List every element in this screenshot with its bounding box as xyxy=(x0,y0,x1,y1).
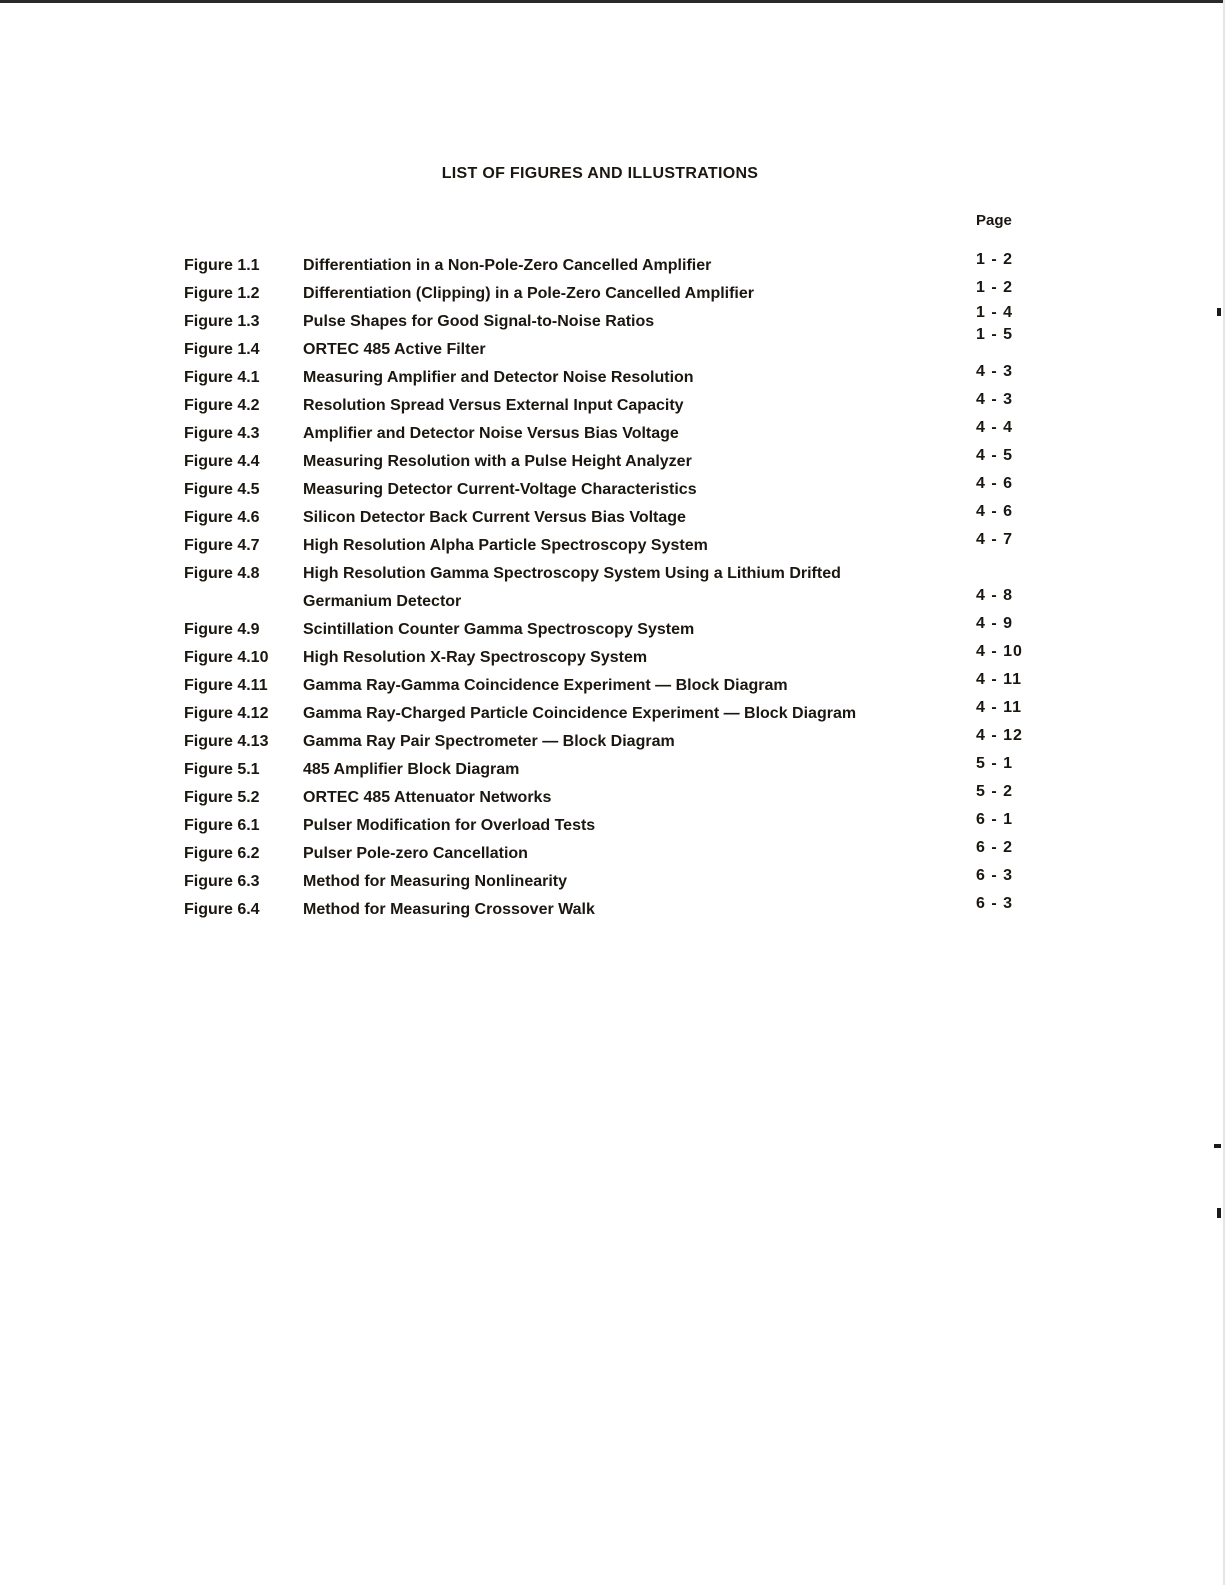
figure-page-number: 4 - 6 xyxy=(976,503,1014,520)
figure-title: Resolution Spread Versus External Input Capacity xyxy=(303,397,684,414)
figure-page-number: 4 - 11 xyxy=(976,671,1023,688)
figure-label: Figure 4.6 xyxy=(184,509,260,526)
page-column-header: Page xyxy=(976,212,1012,229)
figure-label: Figure 4.3 xyxy=(184,425,260,442)
figure-label: Figure 4.7 xyxy=(184,537,260,554)
figure-label: Figure 6.2 xyxy=(184,845,260,862)
scan-speck xyxy=(1214,1144,1221,1148)
figure-page-number: 4 - 6 xyxy=(976,475,1014,492)
figure-title: Gamma Ray-Charged Particle Coincidence Experiment — Block Diagram xyxy=(303,705,857,722)
figure-page-number: 1 - 5 xyxy=(976,326,1014,343)
figure-title: Scintillation Counter Gamma Spectroscopy System xyxy=(303,621,695,638)
scan-speck xyxy=(1217,308,1221,316)
figure-label: Figure 6.3 xyxy=(184,873,260,890)
figure-label: Figure 4.2 xyxy=(184,397,260,414)
figure-label: Figure 4.10 xyxy=(184,649,269,666)
figure-label: Figure 4.4 xyxy=(184,453,260,470)
figure-label: Figure 5.1 xyxy=(184,761,260,778)
figure-page-number: 4 - 9 xyxy=(976,615,1014,632)
figure-title: Differentiation in a Non-Pole-Zero Cancelled Amplifier xyxy=(303,257,712,274)
figure-page-number: 6 - 2 xyxy=(976,839,1014,856)
figure-title: Measuring Resolution with a Pulse Height Analyzer xyxy=(303,453,692,470)
figure-label: Figure 4.8 xyxy=(184,565,260,582)
figure-page-number: 1 - 2 xyxy=(976,279,1014,296)
figure-label: Figure 4.5 xyxy=(184,481,260,498)
figure-label: Figure 1.3 xyxy=(184,313,260,330)
figure-page-number: 6 - 3 xyxy=(976,895,1014,912)
figure-page-number: 6 - 3 xyxy=(976,867,1014,884)
figure-title: Pulser Pole-zero Cancellation xyxy=(303,845,528,862)
figure-title: High Resolution Alpha Particle Spectroscopy System xyxy=(303,537,708,554)
figure-title: ORTEC 485 Active Filter xyxy=(303,341,486,358)
figure-page-number: 4 - 5 xyxy=(976,447,1014,464)
figure-title: Pulser Modification for Overload Tests xyxy=(303,817,596,834)
figure-title: Gamma Ray-Gamma Coincidence Experiment — Block Diagram xyxy=(303,677,788,694)
figure-page-number: 4 - 7 xyxy=(976,531,1014,548)
figure-page-number: 4 - 4 xyxy=(976,419,1014,436)
figure-page-number: 4 - 3 xyxy=(976,363,1014,380)
figure-label: Figure 5.2 xyxy=(184,789,260,806)
figure-label: Figure 6.4 xyxy=(184,901,260,918)
figure-label: Figure 4.11 xyxy=(184,677,268,694)
figure-page-number: 4 - 8 xyxy=(976,587,1014,604)
figure-title: High Resolution Gamma Spectroscopy System Using a Lithium Drifted Germanium Detector xyxy=(303,565,841,610)
figure-label: Figure 1.4 xyxy=(184,341,260,358)
figure-page-number: 4 - 10 xyxy=(976,643,1023,660)
figure-page-number: 4 - 3 xyxy=(976,391,1014,408)
figure-label: Figure 4.12 xyxy=(184,705,269,722)
figure-label: Figure 1.1 xyxy=(184,257,260,274)
figure-title: Measuring Amplifier and Detector Noise Resolution xyxy=(303,369,694,386)
figure-label: Figure 1.2 xyxy=(184,285,260,302)
figure-page-number: 5 - 2 xyxy=(976,783,1014,800)
figure-title: Method for Measuring Nonlinearity xyxy=(303,873,568,890)
figure-title: Silicon Detector Back Current Versus Bias Voltage xyxy=(303,509,686,526)
figure-label: Figure 4.9 xyxy=(184,621,260,638)
figure-label: Figure 4.1 xyxy=(184,369,260,386)
figure-page-number: 5 - 1 xyxy=(976,755,1014,772)
figure-page-number: 6 - 1 xyxy=(976,811,1014,828)
page-title: LIST OF FIGURES AND ILLUSTRATIONS xyxy=(441,165,759,182)
figure-title: Method for Measuring Crossover Walk xyxy=(303,901,595,918)
figure-title: High Resolution X-Ray Spectroscopy System xyxy=(303,649,648,666)
scan-speck xyxy=(1217,1208,1221,1218)
figure-page-number: 1 - 4 xyxy=(976,304,1014,321)
figure-title: Pulse Shapes for Good Signal-to-Noise Ratios xyxy=(303,313,655,330)
figure-label: Figure 6.1 xyxy=(184,817,260,834)
figure-page-number: 1 - 2 xyxy=(976,251,1014,268)
figure-label: Figure 4.13 xyxy=(184,733,269,750)
figure-title: Measuring Detector Current-Voltage Characteristics xyxy=(303,481,697,498)
figure-title: Amplifier and Detector Noise Versus Bias Voltage xyxy=(303,425,679,442)
figure-title: Gamma Ray Pair Spectrometer — Block Diagram xyxy=(303,733,675,750)
figure-title: ORTEC 485 Attenuator Networks xyxy=(303,789,552,806)
figure-page-number: 4 - 12 xyxy=(976,727,1023,744)
figure-title: Differentiation (Clipping) in a Pole-Zero Cancelled Amplifier xyxy=(303,285,754,302)
figure-title: 485 Amplifier Block Diagram xyxy=(303,761,520,778)
figure-page-number: 4 - 11 xyxy=(976,699,1023,716)
